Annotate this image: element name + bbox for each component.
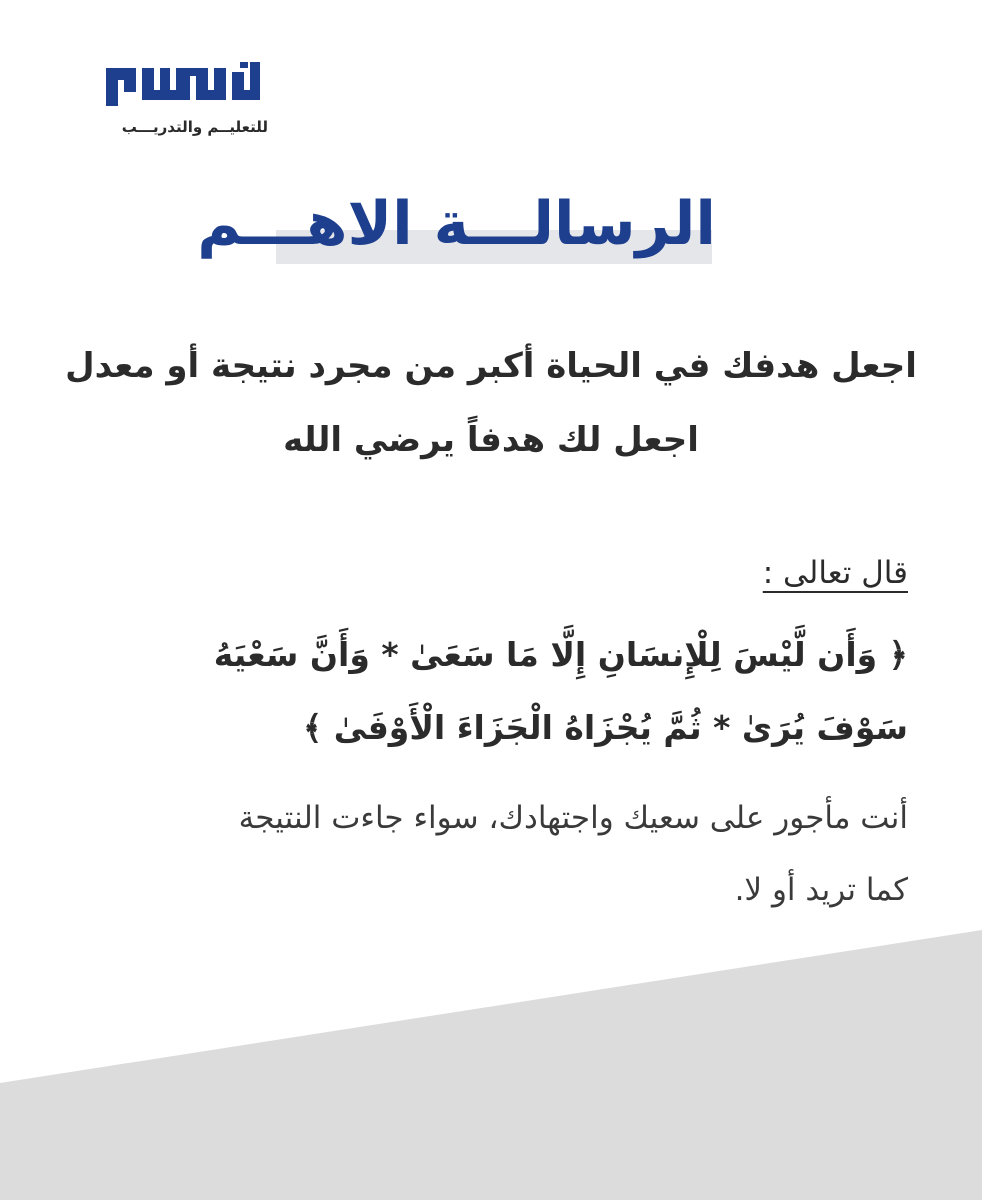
title-block [197, 180, 716, 280]
verse-line-1: ﴿ وَأَن لَّيْسَ لِلْإِنسَانِ إِلَّا مَا سَعَىٰ * وَأَنَّ سَعْيَهُ [213, 635, 908, 674]
headline-line-2: اجعل لك هدفاً يرضي الله [283, 420, 699, 460]
quote-label: قال تعالى : [762, 555, 908, 591]
body-line-2: كما تريد أو لا. [734, 872, 908, 908]
page-title: الرسالـــة الاهـــم [197, 189, 716, 259]
brand-logo-mark [100, 62, 266, 108]
brand-tagline: للتعليــم والتدريـــب [121, 118, 268, 136]
brand-logo [100, 62, 272, 146]
body-line-1: أنت مأجور على سعيك واجتهادك، سواء جاءت النتيجة [238, 800, 908, 836]
verse-line-2: سَوْفَ يُرَىٰ * ثُمَّ يُجْزَاهُ الْجَزَاءَ الْأَوْفَىٰ ﴾ [302, 708, 908, 747]
headline-line-1: اجعل هدفك في الحياة أكبر من مجرد نتيجة أو معدل [65, 346, 917, 386]
